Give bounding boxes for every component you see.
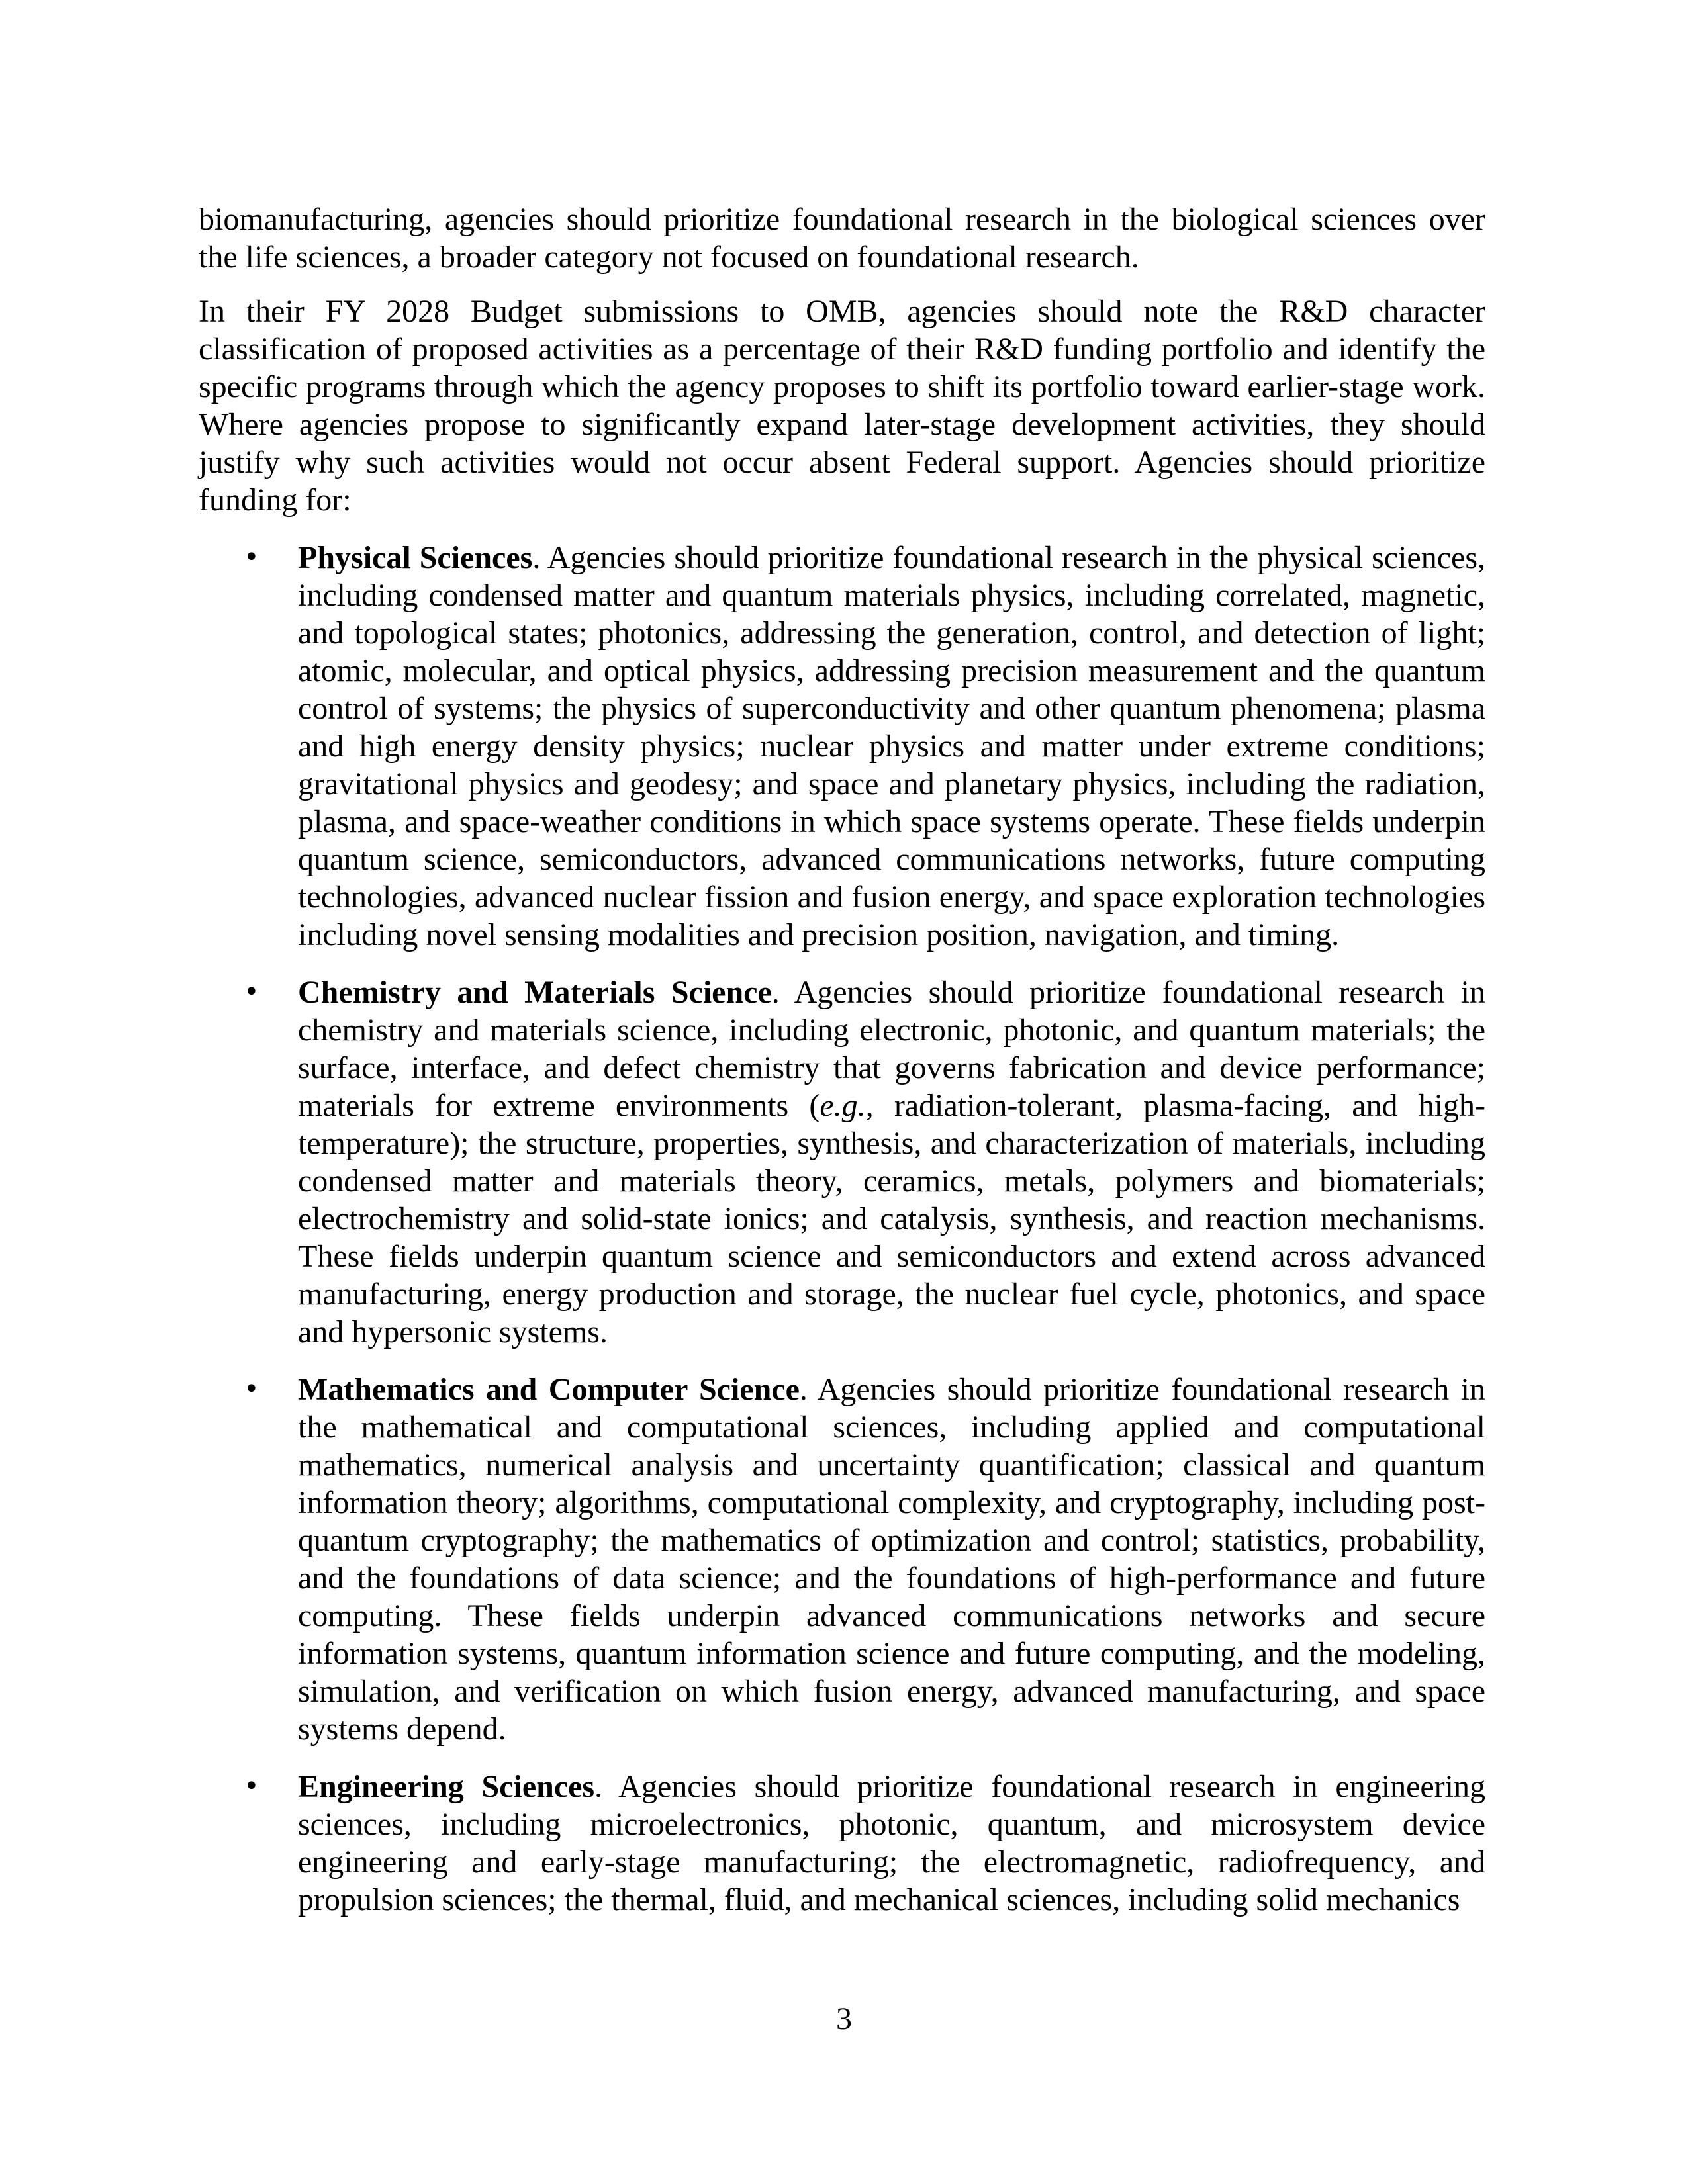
- page-number: 3: [836, 2001, 852, 2036]
- description-chemistry-materials-italic: e.g.,: [820, 1088, 874, 1123]
- description-engineering-sciences: . Agencies should prioritize foundational research in engineering sciences, including microelectronics, photonic, quantum, and microsystem device engineering and early-stage manufacturing; the electromagnetic, radiofrequency, and propulsion sciences; the thermal, fluid, and mechanical sciences, including solid mechanics: [298, 1769, 1486, 1917]
- bullet-icon: •: [244, 977, 259, 1007]
- bullet-icon: •: [244, 542, 259, 572]
- page-body: [199, 201, 1485, 1938]
- description-chemistry-materials-part2: radiation-tolerant, plasma-facing, and high-temperature); the structure, properties, synthesis, and characterization of materials, including condensed matter and materials theory, ceramics, metals, polymers and biomaterials; electrochemistry and solid-state ionics; and catalysis, synthesis, and reaction mechanisms. These fields underpin quantum science and semiconductors and extend across advanced manufacturing, energy production and storage, the nuclear fuel cycle, photonics, and space and hypersonic systems.: [298, 1088, 1485, 1349]
- list-item-physical-sciences: [199, 539, 1485, 954]
- priority-fields-list: [199, 539, 1485, 1919]
- list-item-chemistry-materials: [199, 974, 1485, 1351]
- paragraph-budget-submissions: In their FY 2028 Budget submissions to OMB, agencies should note the R&D character classification of proposed activities as a percentage of their R&D funding portfolio and identify the specific programs through which the agency proposes to shift its portfolio toward earlier-stage work. Where agencies propose to significantly expand later-stage development activities, they should justify why such activities would not occur absent Federal support. Agencies should prioritize funding for:: [199, 294, 1485, 518]
- term-engineering-sciences: Engineering Sciences: [298, 1769, 595, 1804]
- list-item-engineering-sciences: [199, 1768, 1485, 1919]
- list-item-math-computer-science: [199, 1371, 1485, 1748]
- term-chemistry-materials: Chemistry and Materials Science: [298, 975, 772, 1010]
- description-math-computer-science: . Agencies should prioritize foundational research in the mathematical and computational sciences, including applied and computational mathematics, numerical analysis and uncertainty quantification; classical and quantum information theory; algorithms, computational complexity, and cryptography, including post-quantum cryptography; the mathematics of optimization and control; statistics, probability, and the foundations of data science; and the foundations of high-performance and future computing. These fields underpin advanced communications networks and secure information systems, quantum information science and future computing, and the modeling, simulation, and verification on which fusion energy, advanced manufacturing, and space systems depend.: [298, 1372, 1485, 1747]
- paragraph-continuation: biomanufacturing, agencies should prioritize foundational research in the biological sciences over the life sciences, a broader category not focused on foundational research.: [199, 202, 1485, 275]
- bullet-icon: •: [244, 1374, 259, 1404]
- description-chemistry-materials-part1: . Agencies should prioritize foundational research in chemistry and materials science, including electronic, photonic, and quantum materials; the surface, interface, and defect chemistry that governs fabrication and device performance; materials for extreme environments (: [298, 975, 1485, 1123]
- term-math-computer-science: Mathematics and Computer Science: [298, 1372, 800, 1407]
- term-physical-sciences: Physical Sciences: [298, 540, 533, 575]
- bullet-icon: •: [244, 1771, 259, 1801]
- description-physical-sciences: . Agencies should prioritize foundational research in the physical sciences, including condensed matter and quantum materials physics, including correlated, magnetic, and topological states; photonics, addressing the generation, control, and detection of light; atomic, molecular, and optical physics, addressing precision measurement and the quantum control of systems; the physics of superconductivity and other quantum phenomena; plasma and high energy density physics; nuclear physics and matter under extreme conditions; gravitational physics and geodesy; and space and planetary physics, including the radiation, plasma, and space-weather conditions in which space systems operate. These fields underpin quantum science, semiconductors, advanced communications networks, future computing technologies, advanced nuclear fission and fusion energy, and space exploration technologies including novel sensing modalities and precision position, navigation, and timing.: [298, 540, 1486, 952]
